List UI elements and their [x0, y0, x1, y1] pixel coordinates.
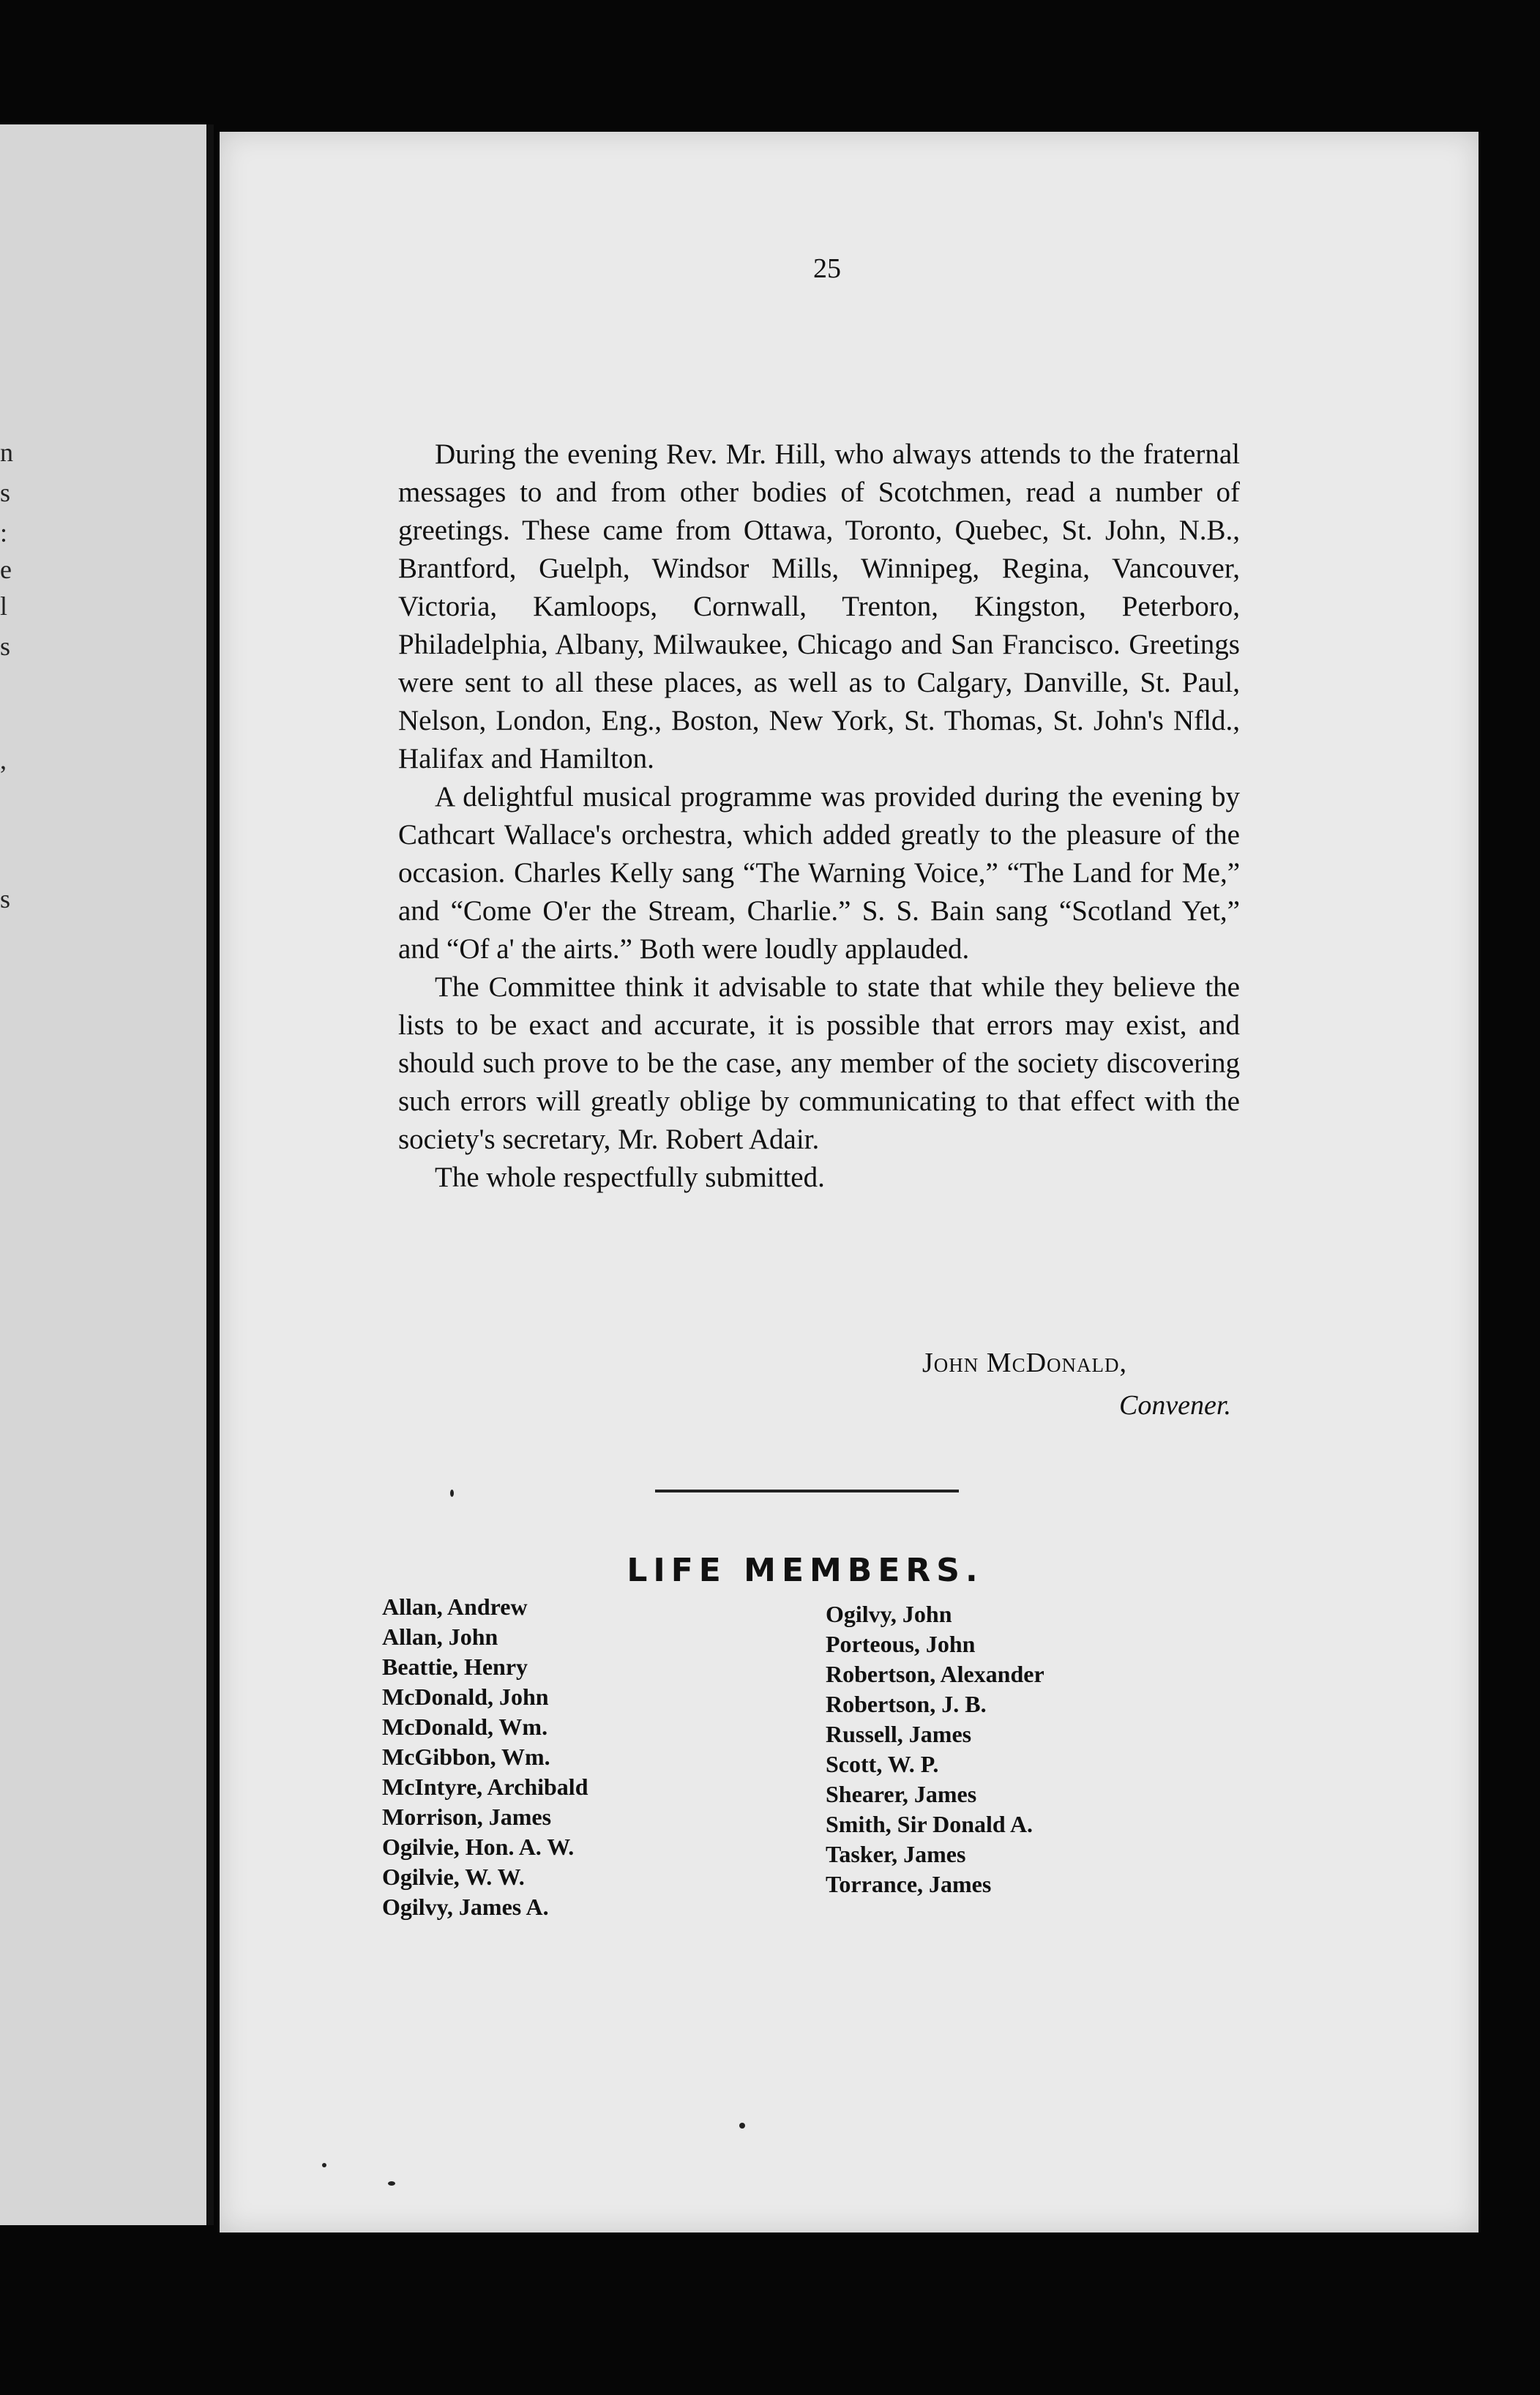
paragraph-committee-note: The Committee think it advisable to state that while they believe the lists to be exact and accurate, it is possible that errors may exist, and should such prove to be the case, any member of the society discovering such errors will greatly oblige by communicating to that effect with the society's secretary, Mr. Robert Adair.: [398, 971, 1240, 1155]
life-members-left-column: [382, 1592, 748, 1922]
list-item: McIntyre, Archibald: [382, 1774, 588, 1800]
list-item: McDonald, John: [382, 1684, 549, 1710]
signatory-name: John McDonald,: [922, 1348, 1128, 1378]
edge-fragment: ,: [0, 745, 7, 774]
paragraph-greetings: During the evening Rev. Mr. Hill, who always attends to the fraternal messages to and from other bodies of Scotchmen, read a number of greetings. These came from Ottawa, Toronto, Quebec, St. John, N.B., Brantford, Guelph, Windsor Mills, Winnipeg, Regina, Vancouver, Victoria, Kamloops, Cornwall, Trenton, Kingston, Peterboro, Philadelphia, Albany, Milwaukee, Chicago and San Francisco. Greetings were sent to all these places, as well as to Calgary, Danville, St. Paul, Nelson, London, Eng., Boston, New York, St. Thomas, St. John's Nfld., Halifax and Hamilton.: [398, 438, 1240, 774]
list-item: Robertson, Alexander: [826, 1661, 1044, 1687]
edge-fragment: s: [0, 632, 11, 661]
list-item: Shearer, James: [826, 1781, 977, 1807]
ink-speck: [450, 1490, 454, 1497]
list-item: Ogilvie, Hon. A. W.: [382, 1834, 575, 1860]
life-members-heading: LIFE MEMBERS.: [627, 1552, 984, 1589]
facing-page: [0, 124, 214, 2225]
edge-fragment: :: [0, 518, 8, 548]
ink-speck: [388, 2181, 395, 2186]
list-item: McDonald, Wm.: [382, 1714, 548, 1740]
list-item: Beattie, Henry: [382, 1654, 528, 1680]
ink-speck: [322, 2163, 326, 2167]
list-item: Tasker, James: [826, 1841, 966, 1867]
signature-block: [922, 1347, 1237, 1421]
list-item: Torrance, James: [826, 1871, 992, 1897]
list-item: Porteous, John: [826, 1631, 976, 1657]
list-item: McGibbon, Wm.: [382, 1744, 550, 1770]
paragraph-programme: A delightful musical programme was provided during the evening by Cathcart Wallace's orchestra, which added greatly to the pleasure of the occasion. Charles Kelly sang “The Warning Voice,” “The Land for Me,” and “Come O'er the Stream, Charlie.” S. S. Bain sang “Scotland Yet,” and “Of a' the airts.” Both were loudly applauded.: [398, 781, 1240, 965]
signatory-title: Convener.: [1118, 1390, 1231, 1421]
paragraph-closing: The whole respectfully submitted.: [435, 1162, 825, 1193]
list-item: Ogilvie, W. W.: [382, 1864, 525, 1890]
list-item: Smith, Sir Donald A.: [826, 1811, 1033, 1837]
list-item: Allan, John: [382, 1624, 498, 1650]
list-item: Ogilvy, John: [826, 1601, 952, 1627]
list-item: Ogilvy, James A.: [382, 1894, 549, 1920]
facing-page-text-edge: [0, 124, 16, 2225]
report-body: [398, 436, 1240, 1197]
list-item: Russell, James: [826, 1721, 972, 1747]
edge-fragment: n: [0, 438, 13, 467]
list-item: Allan, Andrew: [382, 1593, 528, 1620]
life-members-right-column: [826, 1599, 1192, 1899]
list-item: Scott, W. P.: [826, 1751, 939, 1777]
ink-speck: [739, 2123, 745, 2129]
section-divider: [655, 1490, 959, 1492]
edge-fragment: e: [0, 555, 12, 584]
list-item: Morrison, James: [382, 1804, 552, 1830]
edge-fragment: l: [0, 591, 8, 621]
edge-fragment: s: [0, 884, 11, 913]
edge-fragment: s: [0, 478, 11, 507]
list-item: Robertson, J. B.: [826, 1691, 987, 1717]
page-number: 25: [813, 253, 841, 284]
